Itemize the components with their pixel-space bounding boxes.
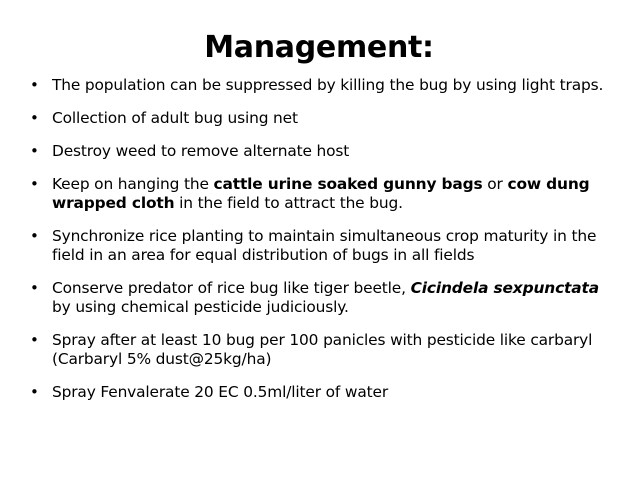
bullet-item bbox=[30, 142, 614, 161]
bullet-item bbox=[30, 175, 614, 213]
bullet-dot-icon: • bbox=[30, 76, 39, 94]
bullet-text: Spray after at least 10 bug per 100 panicles with pesticide like carbaryl (Carbaryl 5% dust@25kg/ha) bbox=[52, 331, 593, 368]
bullet-bold-text: cattle urine soaked gunny bags bbox=[213, 175, 483, 193]
slide-title: Management: bbox=[204, 30, 434, 65]
bullet-item bbox=[30, 227, 614, 265]
bullet-text: Collection of adult bug using net bbox=[52, 109, 298, 127]
bullet-dot-icon: • bbox=[30, 175, 39, 193]
bullet-item bbox=[30, 279, 614, 317]
bullet-dot-icon: • bbox=[30, 227, 39, 245]
bullet-item bbox=[30, 109, 614, 128]
bullet-text-part: Conserve predator of rice bug like tiger beetle, bbox=[52, 279, 411, 297]
bullet-text: Destroy weed to remove alternate host bbox=[52, 142, 350, 160]
bullet-dot-icon: • bbox=[30, 142, 39, 160]
bullet-text-part: Keep on hanging the bbox=[52, 175, 214, 193]
bullet-bold-text: cow dung wrapped cloth bbox=[52, 175, 590, 212]
bullet-item bbox=[30, 331, 614, 369]
bullet-item bbox=[30, 76, 614, 95]
bullet-list bbox=[30, 76, 614, 416]
bullet-dot-icon: • bbox=[30, 331, 39, 349]
bullet-dot-icon: • bbox=[30, 383, 39, 401]
bullet-text: Spray Fenvalerate 20 EC 0.5ml/liter of water bbox=[52, 383, 388, 401]
bullet-text-part: or bbox=[482, 175, 508, 193]
bullet-text-part: in the field to attract the bug. bbox=[174, 194, 403, 212]
bullet-dot-icon: • bbox=[30, 279, 39, 297]
bullet-text-part: by using chemical pesticide judiciously. bbox=[52, 298, 349, 316]
bullet-dot-icon: • bbox=[30, 109, 39, 127]
bullet-text: Synchronize rice planting to maintain simultaneous crop maturity in the field in an area for equal distribution of bugs in all fields bbox=[52, 227, 597, 264]
bullet-item bbox=[30, 383, 614, 402]
bullet-species-name: Cicindela sexpunctata bbox=[410, 279, 599, 297]
bullet-text: The population can be suppressed by killing the bug by using light traps. bbox=[52, 76, 604, 94]
